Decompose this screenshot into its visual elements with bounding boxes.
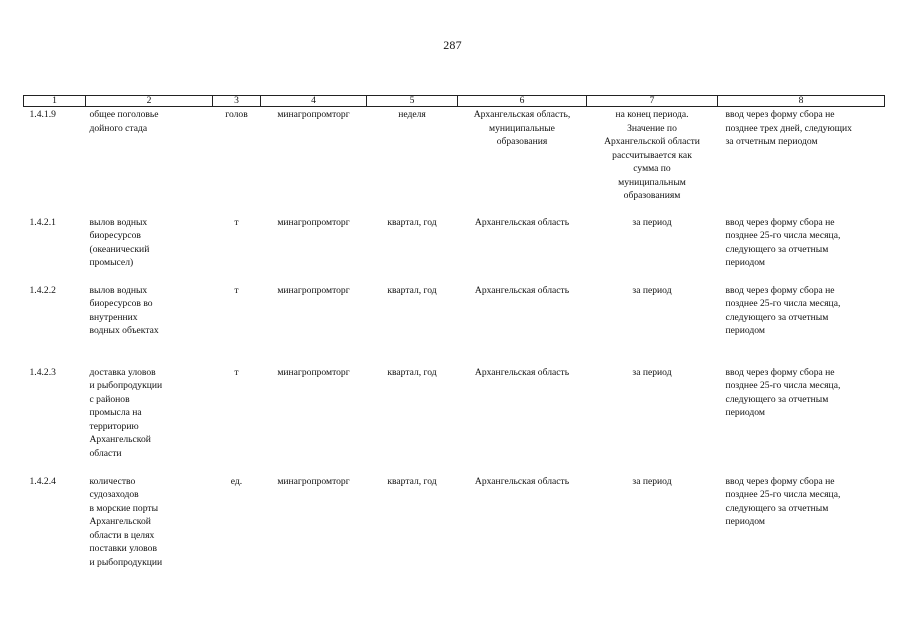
row-number: 1.4.2.4 [29, 475, 56, 487]
indicator-name: доставка уловов и рыбопродукции с районов промысла на территорию Архангельской области [89, 366, 163, 459]
unit: голов [225, 109, 248, 120]
calculation: на конец периода. Значение по Архангельской области рассчитывается как сумма по муниципальным образованиям [604, 109, 700, 201]
periodicity: квартал, год [387, 366, 437, 378]
input-method: ввод через форму сбора не позднее 25-го числа месяца, следующего за отчетным периодом [725, 284, 841, 336]
level: Архангельская область [474, 475, 570, 487]
row-number: 1.4.1.9 [29, 109, 56, 120]
unit: т [234, 284, 239, 296]
periodicity: неделя [398, 109, 426, 120]
row-number: 1.4.2.2 [29, 284, 56, 296]
level: Архангельская область [474, 216, 570, 228]
level: Архангельская область, муниципальные образования [473, 109, 571, 147]
responsible: минагропромторг [277, 475, 350, 487]
table-row [24, 365, 885, 474]
unit: т [234, 216, 239, 228]
column-header-7: 7 [587, 96, 718, 107]
indicator-name: вылов водных биоресурсов во внутренних водных объектах [89, 284, 159, 336]
level: Архангельская область [474, 284, 570, 296]
column-header-6: 6 [458, 96, 587, 107]
page-number: 287 [443, 38, 462, 52]
calculation: за период [632, 366, 672, 378]
input-method: ввод через форму сбора не позднее трех дней, следующих за отчетным периодом [725, 109, 852, 147]
column-header-8: 8 [718, 96, 885, 107]
input-method: ввод через форму сбора не позднее 25-го числа месяца, следующего за отчетным периодом [725, 216, 841, 268]
indicator-name: общее поголовье дойного стада [89, 109, 159, 134]
responsible: минагропромторг [277, 109, 350, 120]
input-method: ввод через форму сбора не позднее 25-го числа месяца, следующего за отчетным периодом [725, 366, 841, 418]
level: Архангельская область [474, 366, 570, 378]
calculation: за период [632, 216, 672, 228]
unit: ед. [230, 475, 243, 487]
input-method: ввод через форму сбора не позднее 25-го числа месяца, следующего за отчетным периодом [725, 475, 841, 527]
column-header-3: 3 [213, 96, 261, 107]
calculation: за период [632, 475, 672, 487]
column-header-1: 1 [24, 96, 86, 107]
responsible: минагропромторг [277, 284, 350, 296]
periodicity: квартал, год [387, 475, 437, 487]
column-header-5: 5 [367, 96, 458, 107]
responsible: минагропромторг [277, 366, 350, 378]
indicator-name: вылов водных биоресурсов (океанический промысел) [89, 216, 150, 268]
periodicity: квартал, год [387, 216, 437, 228]
periodicity: квартал, год [387, 284, 437, 296]
row-number: 1.4.2.1 [29, 216, 56, 228]
responsible: минагропромторг [277, 216, 350, 228]
column-header-4: 4 [261, 96, 367, 107]
column-header-2: 2 [86, 96, 213, 107]
unit: т [234, 366, 239, 378]
row-number: 1.4.2.3 [29, 366, 56, 378]
indicators-table [23, 95, 885, 574]
table-row [24, 107, 885, 215]
table-row [24, 474, 885, 574]
header-row [24, 96, 885, 107]
calculation: за период [632, 284, 672, 296]
table-row [24, 283, 885, 365]
indicator-name: количество судозаходов в морские порты Архангельской области в целях поставки уловов и рыбопродукции [89, 475, 163, 568]
table-row [24, 215, 885, 283]
